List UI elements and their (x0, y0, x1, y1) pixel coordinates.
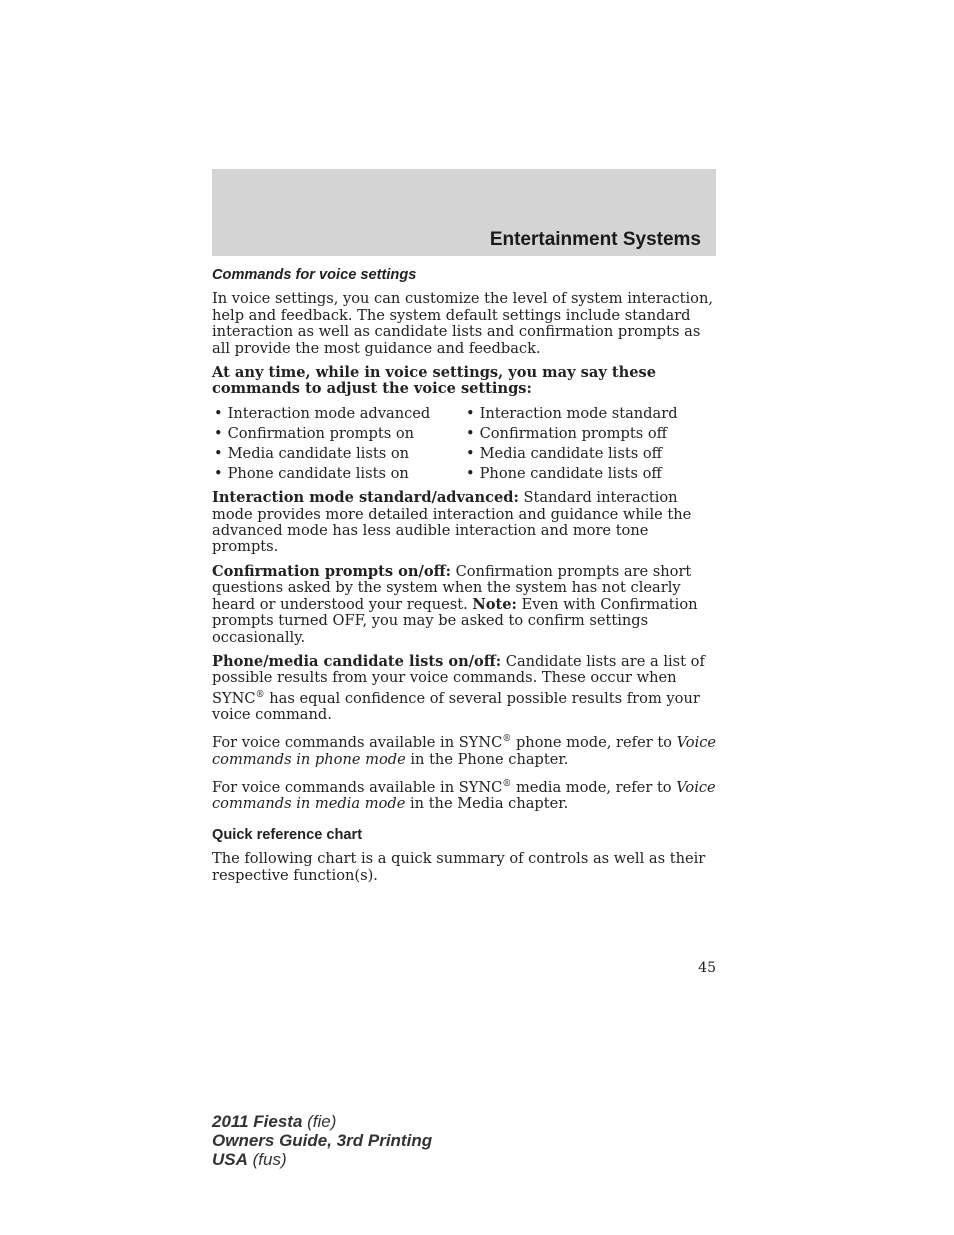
bullet-icon: • (214, 444, 223, 462)
bullet-icon: • (214, 424, 223, 442)
document-footer (212, 1112, 432, 1169)
chapter-title: Entertainment Systems (489, 229, 701, 250)
term-label: Interaction mode standard/advanced: (212, 489, 519, 507)
voice-command-list (214, 406, 718, 482)
bullet-icon: • (466, 444, 475, 462)
footer-line-market: USA (fus) (212, 1150, 287, 1169)
registered-mark: ® (502, 734, 512, 745)
list-item: • Confirmation prompts off (466, 424, 667, 442)
phone-mode-reference-paragraph: For voice commands available in SYNC® phone mode, refer to Voice commands in phone mode in the Phone chapter. (212, 734, 717, 768)
bullet-icon: • (466, 464, 475, 482)
chapter-header-band (212, 169, 716, 256)
list-item: • Interaction mode advanced (214, 404, 431, 422)
note-label: Note: (472, 595, 517, 613)
bullet-icon: • (466, 404, 475, 422)
candidate-lists-paragraph: Phone/media candidate lists on/off: Candidate lists are a list of possible results from your voice commands. These occur when SYNC® has equal confidence of several possible results from your voice command. (212, 652, 705, 723)
confirmation-prompts-paragraph: Confirmation prompts on/off: Confirmation prompts are short questions asked by the system when the system has not clearly heard or understood your request. Note: Even with Confirmation prompts turned OFF, you may be asked to confirm settings occasionally. (212, 562, 698, 646)
list-item: • Interaction mode standard (466, 404, 678, 422)
term-label: Phone/media candidate lists on/off: (212, 652, 502, 670)
section-heading-voice-settings: Commands for voice settings (212, 267, 417, 283)
term-label: Confirmation prompts on/off: (212, 562, 451, 580)
quick-reference-paragraph: The following chart is a quick summary of controls as well as their respective function(s). (212, 850, 706, 884)
cross-reference: Voice commands in media mode (212, 778, 716, 813)
bullet-icon: • (214, 464, 223, 482)
voice-intro-paragraph: In voice settings, you can customize the level of system interaction, help and feedback. The system default settings include standard interaction as well as candidate lists and confirmation prompts as all provide the most guidance and feedback. (212, 290, 713, 357)
voice-lead-paragraph: At any time, while in voice settings, you may say these commands to adjust the voice settings: (212, 364, 657, 398)
page-content (212, 267, 718, 892)
list-item: • Phone candidate lists off (466, 464, 662, 482)
list-item: • Media candidate lists off (466, 444, 662, 462)
list-item: • Phone candidate lists on (214, 464, 409, 482)
footer-line-edition: Owners Guide, 3rd Printing (212, 1131, 433, 1150)
list-item: • Media candidate lists on (214, 444, 410, 462)
footer-line-model: 2011 Fiesta (fie) (212, 1112, 337, 1131)
interaction-mode-paragraph: Interaction mode standard/advanced: Standard interaction mode provides more detailed interaction and guidance while the advanced mode has less audible interaction and more tone prompts. (212, 489, 692, 556)
registered-mark: ® (255, 689, 265, 700)
bullet-icon: • (466, 424, 475, 442)
cross-reference: Voice commands in phone mode (212, 734, 717, 768)
section-heading-quick-reference: Quick reference chart (212, 826, 363, 843)
page-number: 45 (698, 960, 716, 976)
bullet-icon: • (214, 404, 223, 422)
media-mode-reference-paragraph: For voice commands available in SYNC® media mode, refer to Voice commands in media mode in the Media chapter. (212, 778, 716, 813)
registered-mark: ® (502, 779, 512, 790)
list-item: • Confirmation prompts on (214, 424, 415, 442)
